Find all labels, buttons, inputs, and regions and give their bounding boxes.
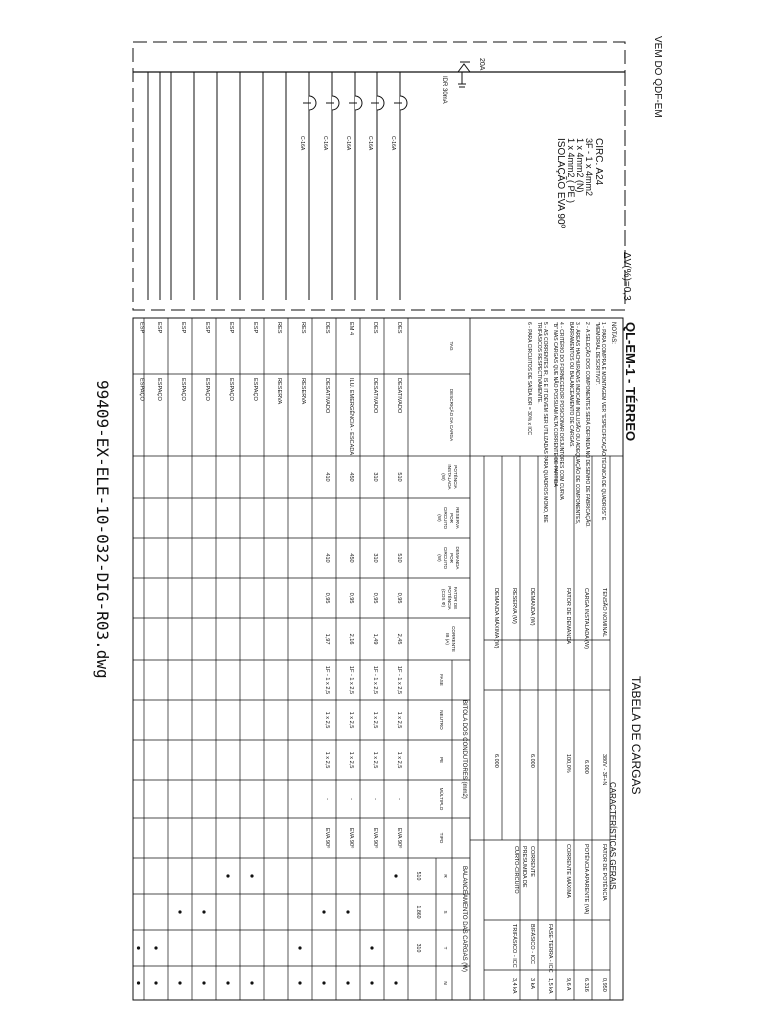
- row-pe: 1 x 2,5: [396, 751, 402, 769]
- column-header: FATOR DE: [453, 586, 458, 610]
- idr-label: IDR 30mA: [441, 76, 447, 104]
- row-pe: 1 x 2,5: [372, 751, 378, 769]
- main-breaker-label: 20A: [478, 58, 485, 71]
- row-mult: -: [324, 798, 330, 800]
- row-ib: 1,97: [324, 633, 330, 645]
- row-tag: ESP: [156, 322, 162, 334]
- column-header: DESCRIÇÃO DA CARGA: [449, 388, 454, 442]
- panel-title: QL-EM-1 - TÉRREO: [623, 322, 638, 442]
- column-header: INSTALADA: [447, 464, 452, 490]
- diagram-frame: [133, 42, 625, 310]
- notes-label: NOTAS:: [610, 322, 616, 344]
- column-header: CIRCUITO: [443, 546, 448, 570]
- circuit-label: CIRC. A24: [593, 138, 604, 186]
- row-tag: ESP: [138, 322, 145, 334]
- row-neutro: 1 x 2,5: [396, 711, 402, 729]
- demand-value: 6.000: [529, 754, 535, 768]
- row-tag: RES: [300, 322, 306, 334]
- column-header: PE: [439, 756, 444, 764]
- note-line: BARRAMENTOS OU BALANCEAMENTO DE CARGAS.: [568, 322, 574, 448]
- row-tag: ESP: [180, 322, 186, 334]
- dv-label: ΔV(%)=0,3: [621, 252, 632, 301]
- row-tipo: EVA 90º: [372, 827, 378, 849]
- balance-total: 1.860: [415, 905, 421, 919]
- balance-total: 510: [415, 871, 421, 881]
- row-tag: ESP: [228, 322, 234, 334]
- balance-dot: [154, 981, 157, 984]
- row-fp: 0,95: [372, 592, 378, 604]
- column-header: T: [443, 946, 448, 950]
- balance-dot: [178, 981, 181, 984]
- icc-phase-earth-value: 1,5 kA: [547, 978, 553, 994]
- cable-line-2: 1 x 4mm2 (N): [575, 138, 585, 193]
- column-header: N: [443, 981, 448, 985]
- cable-line-3: 1 x 4mm2 ( PE ): [566, 138, 576, 204]
- row-fp: 0,95: [348, 592, 354, 604]
- row-tag: DES: [324, 322, 330, 334]
- breaker-label: C-16A: [390, 136, 396, 151]
- column-header: DEMANDA: [455, 546, 460, 570]
- installed-load-value: 6.000: [583, 760, 589, 774]
- short-circuit-label: CURTO-CIRCUITO: [513, 846, 519, 894]
- balance-dot: [137, 946, 140, 949]
- branch-circuits: [160, 72, 407, 300]
- balance-dot: [250, 981, 253, 984]
- row-mult: -: [372, 798, 378, 800]
- note-line: "B" NAS CARGAS QUE NÃO POSSUAM ALTA CORRENTE DE PARTIDA: [552, 322, 558, 487]
- balance-dot: [370, 981, 373, 984]
- breaker-label: C-16A: [345, 136, 351, 151]
- circuit-breaker-icon: [303, 96, 316, 110]
- column-header: POTÊNCIA: [453, 465, 458, 489]
- row-description: ESPAÇO: [138, 378, 145, 401]
- row-neutro: 1 x 2,5: [372, 711, 378, 729]
- column-header: (COS Φ): [441, 589, 446, 607]
- row-tag: EM 4: [348, 322, 354, 336]
- column-header: TAG: [449, 341, 454, 351]
- general-characteristics: [470, 456, 623, 1000]
- column-header: NEUTRO: [439, 710, 444, 730]
- row-description: ESPAÇO: [228, 378, 234, 401]
- row-tag: ESP: [204, 322, 210, 334]
- row-neutro: 1 x 2,5: [348, 711, 354, 729]
- single-line-diagram: [133, 36, 663, 310]
- file-name: 99409-EX-ELE-10-032-DIG-R03.dwg: [93, 380, 112, 679]
- balance-dot: [322, 910, 325, 913]
- breaker-label: C-16A: [322, 136, 328, 151]
- demand-factor-label: FATOR DE DEMANDA: [565, 588, 571, 645]
- source-label: VEM DO QDF-EM: [652, 36, 663, 118]
- power-factor-value: 0,950: [601, 978, 607, 992]
- column-header: POR: [449, 513, 454, 523]
- circuit-breaker-icon: [371, 96, 384, 110]
- column-header: CIRCUITO: [443, 506, 448, 530]
- row-description: DESATIVADO: [324, 378, 330, 414]
- row-fase: 1F - 1 x 2,5: [372, 665, 378, 695]
- row-dem: 450: [348, 553, 354, 563]
- icc-biphasic-value: 3 kA: [529, 978, 535, 990]
- power-factor-label: FATOR DE POTÊNCIA: [601, 844, 607, 901]
- column-header: (W): [437, 554, 442, 562]
- balance-dot: [346, 910, 349, 913]
- balance-dot: [154, 946, 157, 949]
- column-header: (W): [441, 473, 446, 481]
- row-tipo: EVA 90º: [324, 827, 330, 849]
- row-description: ESPAÇO: [180, 378, 186, 401]
- note-line: TRIFÁSICOS RESPECTIVAMENTE.: [536, 322, 542, 404]
- column-header: CORRENTE: [451, 626, 456, 652]
- row-fase: 1F - 1 x 2,5: [324, 665, 330, 695]
- cable-line-1: 3F - 1 x 4mm2: [584, 138, 594, 197]
- row-ib: 1,49: [372, 633, 378, 645]
- column-header: POR: [449, 553, 454, 563]
- row-fase: 1F - 1 x 2,5: [396, 665, 402, 695]
- circuit-breaker-icon: [326, 96, 339, 110]
- short-circuit-label: PRESUMIDA DE: [521, 846, 527, 888]
- rated-voltage-value: 380V - 3F+N: [601, 754, 607, 786]
- icc-phase-earth-label: FASE-TERRA - ICC: [547, 924, 553, 973]
- row-fp: 0,95: [324, 592, 330, 604]
- row-description: DESATIVADO: [372, 378, 378, 414]
- row-pe: 1 x 2,5: [324, 751, 330, 769]
- balance-dot: [137, 981, 140, 984]
- row-pe: 1 x 2,5: [348, 751, 354, 769]
- table-frame: [133, 318, 623, 1000]
- rated-voltage-label: TENSÃO NOMINAL: [601, 588, 607, 638]
- max-current-label: CORRENTE MÁXIMA: [565, 844, 571, 899]
- note-line: 6 - PARA CIRCUITOS DE SAÍDA IDR = 30% x ICC: [526, 322, 532, 436]
- table-title: TABELA DE CARGAS: [629, 676, 643, 795]
- row-fase: 1F - 1 x 2,5: [348, 665, 354, 695]
- column-header: MÚLTIPLO: [439, 787, 444, 811]
- row-mult: -: [396, 798, 402, 800]
- table-cells: [137, 322, 460, 985]
- balance-dot: [346, 981, 349, 984]
- row-ib: 2,16: [348, 633, 354, 645]
- balance-dot: [250, 874, 253, 877]
- demand-factor-value: 100,0%: [565, 754, 571, 773]
- installed-load-label: CARGA INSTALADA (W): [583, 588, 589, 650]
- note-line: "MEMORIAL DESCRITIVO".: [594, 322, 600, 386]
- apparent-power-label: POTÊNCIA APARENTE (VA): [583, 844, 589, 915]
- row-pot: 510: [396, 472, 402, 482]
- circuit-breaker-icon: [349, 96, 362, 110]
- general-header: CARACTERÍSTICAS GERAIS: [608, 782, 617, 890]
- balance-dot: [394, 874, 397, 877]
- reserve-label: RESERVA (W): [511, 588, 517, 624]
- row-dem: 310: [372, 553, 378, 563]
- note-line: 3 - ÁREAS HACHURADAS INDICAM INCLUSÃO OU ADEQUAÇÃO DE COMPONENTES,: [574, 322, 580, 525]
- row-tag: RES: [276, 322, 282, 334]
- circuit-breaker-icon: [394, 96, 407, 110]
- apparent-power-value: 6.316: [583, 978, 589, 992]
- note-line: 5 - AS CORRENTES IR, IS E IT DEVEM SER UTILIZADAS PARA QUADROS MONO, BIE: [542, 322, 548, 523]
- column-header: (W): [437, 514, 442, 522]
- column-header: FASE: [439, 674, 444, 686]
- icc-triphasic-label: TRIFÁSICO - ICC: [511, 924, 517, 968]
- table-grid: [133, 318, 470, 1000]
- balance-dot: [202, 910, 205, 913]
- row-description: ESPAÇO: [204, 378, 210, 401]
- row-tipo: EVA 90º: [396, 827, 402, 849]
- row-description: DESATIVADO: [396, 378, 402, 414]
- row-tag: DES: [396, 322, 402, 334]
- note-line: 4 - CRITÉRIO DO FORNECEDOR POSICIONAR DISJUNTORES COM CURVA: [558, 322, 564, 500]
- column-header: R: [443, 874, 448, 878]
- short-circuit-label: CORRENTE: [529, 846, 535, 877]
- column-header: S: [443, 910, 448, 914]
- load-table: [133, 318, 643, 1000]
- column-header: POTÊNCIA: [447, 586, 452, 610]
- icc-triphasic-value: 3,4 kA: [511, 978, 517, 994]
- row-fp: 0,95: [396, 592, 402, 604]
- insulation-label: ISOLAÇÃO EVA 90º: [555, 138, 566, 229]
- balance-total: 310: [415, 943, 421, 953]
- row-tipo: EVA 90º: [348, 827, 354, 849]
- row-description: RESERVA: [276, 378, 282, 405]
- balance-dot: [370, 946, 373, 949]
- row-mult: -: [348, 798, 354, 800]
- balance-dot: [394, 981, 397, 984]
- main-breaker-icon: [458, 62, 470, 87]
- row-ib: 2,45: [396, 633, 402, 645]
- note-line: 1 - PARA COMPRA E MONTAGEM VER "ESPECIFICAÇÃO TÉCNICA DE QUADROS" E: [600, 322, 606, 521]
- row-tag: DES: [372, 322, 378, 334]
- row-description: ESPAÇO: [252, 378, 258, 401]
- load-balance-header: BALANCEAMENTO DAS CARGAS (W): [461, 866, 467, 972]
- balance-dot: [202, 981, 205, 984]
- row-description: ILU. EMERGÊNCIA - ESCADA: [348, 378, 354, 456]
- row-pot: 310: [372, 472, 378, 482]
- balance-dot: [298, 946, 301, 949]
- row-dem: 510: [396, 553, 402, 563]
- max-demand-label: DEMANDA MÁXIMA (W): [493, 588, 499, 649]
- balance-dot: [298, 981, 301, 984]
- row-tag: ESP: [252, 322, 258, 334]
- balance-dot: [226, 874, 229, 877]
- max-current-value: 9,6 A: [565, 978, 571, 991]
- row-description: RESERVA: [300, 378, 306, 405]
- balance-dot: [226, 981, 229, 984]
- breaker-label: C-16A: [367, 136, 373, 151]
- balance-dot: [178, 910, 181, 913]
- column-header: RESERVA: [455, 507, 460, 529]
- note-line: 2 - A SELEÇÃO DOS COMPONENTES SERÁ DEFINIDA NO DESENHO DE FABRICAÇÃO.: [584, 322, 590, 528]
- row-description: ESPAÇO: [156, 378, 162, 401]
- demand-label: DEMANDA (W): [529, 588, 535, 626]
- balance-dot: [322, 981, 325, 984]
- conductor-gauge-header: BITOLA DOS CONDUTORES (mm2): [461, 700, 467, 799]
- column-header: TIPO: [439, 832, 444, 844]
- row-pot: 410: [324, 472, 330, 482]
- breaker-label: C-16A: [299, 136, 305, 151]
- row-neutro: 1 x 2,5: [324, 711, 330, 729]
- column-header: IB (A): [445, 633, 450, 645]
- row-pot: 450: [348, 472, 354, 482]
- max-demand-value: 6.000: [493, 754, 499, 768]
- row-dem: 410: [324, 553, 330, 563]
- icc-biphasic-label: BIFÁSICO - ICC: [529, 924, 535, 965]
